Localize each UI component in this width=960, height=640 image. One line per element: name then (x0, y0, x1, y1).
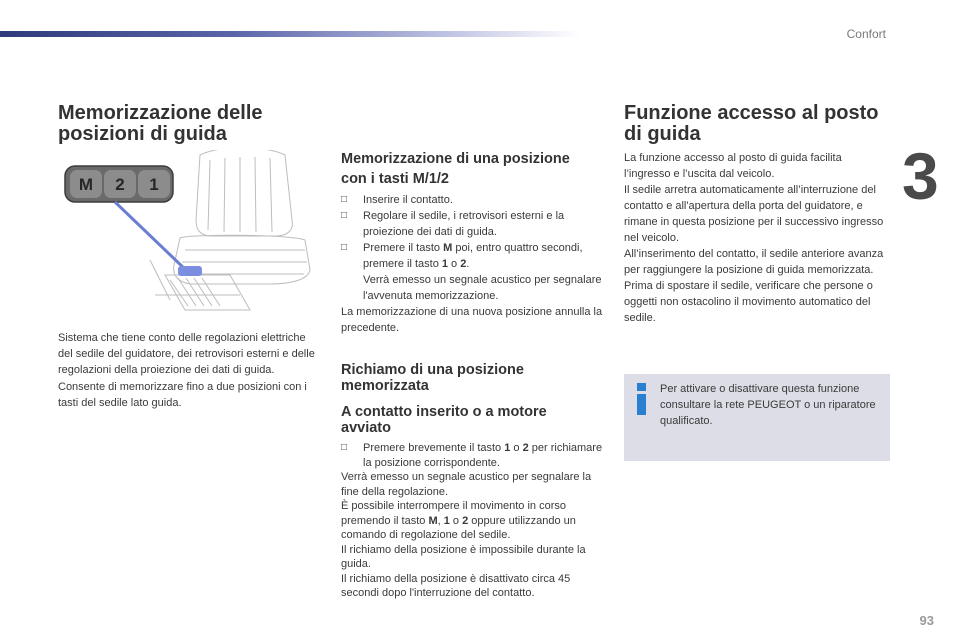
seat-button-1: 1 (149, 175, 159, 194)
seat-button-m: M (78, 175, 94, 194)
seat-buttons-illustration (60, 150, 320, 315)
recall-text: □ Premere brevemente il tasto 1 o 2 per richiamare la posizione corrispondente. Verrà emesso un segnale acustico per segnalare la fine della regolazione. È possibile interrompere il movimento in corso premendo il tasto M, 1 o 2 oppure utilizzando un comando di regolazione del sedile. Il richiamo della posizione è impossibile durante la guida. Il richiamo della posizione è disattivato circa 45 secondi dopo l'interruzione del contatto. (341, 442, 603, 599)
seat-button-2: 2 (115, 175, 125, 194)
step-item: □ Premere il tasto M poi, entro quattro secondi, premere il tasto 1 o 2. Verrà emesso un segnale acustico per segnalare l'avvenuta memorizzazione. (341, 242, 602, 302)
recall-title: Richiamo di una posizione memorizzata (341, 362, 524, 394)
header-gradient-bar (0, 31, 580, 37)
checkbox-icon: □ (341, 210, 348, 221)
checkbox-icon: □ (341, 194, 348, 205)
checkbox-icon: □ (341, 242, 348, 253)
right-title: Funzione accesso al posto di guida (624, 102, 879, 145)
left-description: Sistema che tiene conto delle regolazioni elettriche del sedile del guidatore, dei retrovisori esterni e delle regolazioni della proiezione dei dati di guida. Consente di memorizzare fino a due posizioni con i tasti del sedile lato guida. (58, 332, 315, 409)
memorization-steps (341, 192, 603, 336)
contact-subtitle: A contatto inserito o a motore avviato (341, 404, 547, 436)
recall-step: □ Premere brevemente il tasto 1 o 2 per richiamare la posizione corrispondente. (341, 442, 603, 469)
step-note: Verrà emesso un segnale acustico per segnalare l'avvenuta memorizzazione. (363, 274, 602, 302)
page-number: 93 (919, 613, 934, 628)
left-title: Memorizzazione delle posizioni di guida (58, 102, 263, 145)
info-text: Per attivare o disattivare questa funzione consultare la rete PEUGEOT o un riparatore qualificato. (660, 383, 876, 427)
info-box (624, 374, 890, 461)
section-label: Confort (846, 27, 886, 41)
step-item: □ Regolare il sedile, i retrovisori esterni e la proiezione dei dati di guida. (341, 210, 565, 238)
chapter-number: 3 (902, 139, 939, 213)
step-item: □ Inserire il contatto. (341, 194, 453, 206)
access-function-text: La funzione accesso al posto di guida facilita l’ingresso e l’uscita dal veicolo. Il sedile arretra automaticamente all’interruzione del contatto e all'apertura della porta del guidatore, e rimane in questa posizione per il successivo ingresso nel veicolo. All’inserimento del contatto, il sedile anteriore avanza per raggiungere la posizione di guida memorizzata. Prima di spostare il sedile, verificare che persone o oggetti non ostacolino il movimento automatico del sedile. (624, 152, 884, 324)
memorization-title: Memorizzazione di una posizione con i tasti M/1/2 (341, 151, 570, 187)
checkbox-icon: □ (341, 442, 348, 453)
info-icon (634, 383, 648, 416)
memorization-after: La memorizzazione di una nuova posizione annulla la precedente. (341, 306, 603, 334)
